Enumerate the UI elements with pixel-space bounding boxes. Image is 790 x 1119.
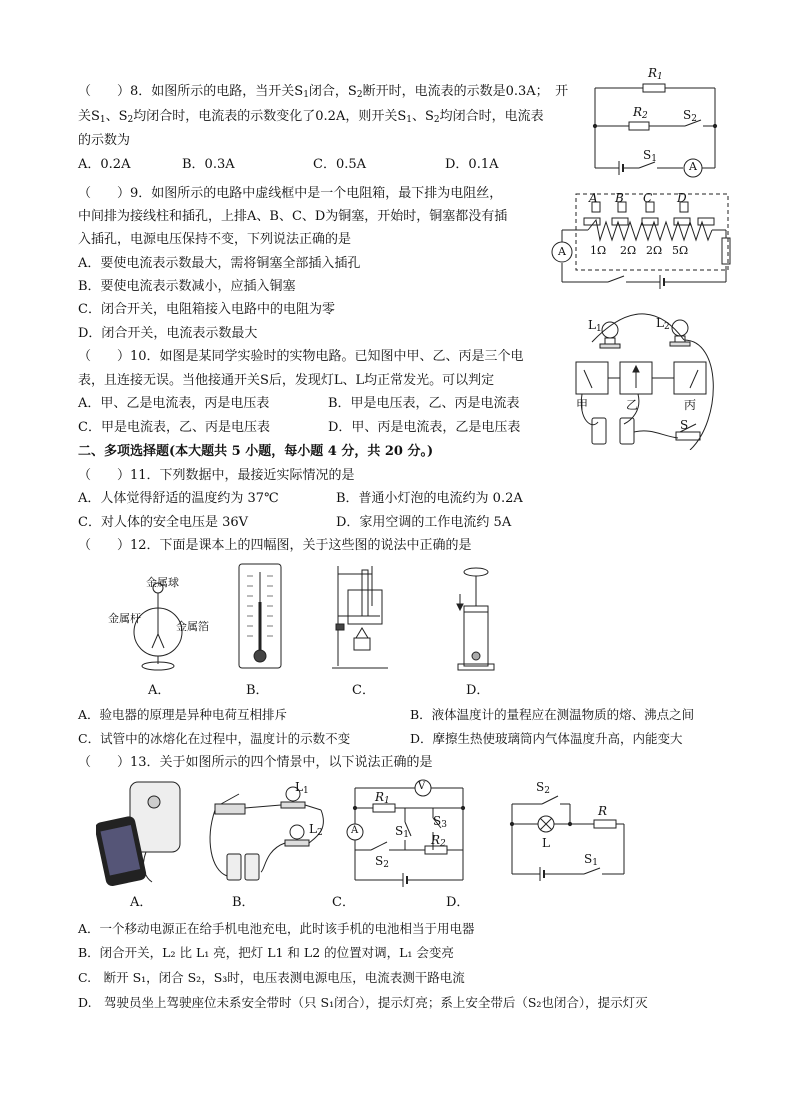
q11-line-1: （ ）11．下列数据中，最接近实际情况的是 [78, 468, 355, 483]
q13-caption-c: C． [332, 895, 355, 910]
q12-caption-d: D． [466, 683, 490, 698]
q9-line-3: 入插孔，电源电压保持不变，下列说法正确的是 [78, 232, 352, 247]
q8-line-1: （ ）8．如图所示的电路，当开关$S_1$闭合，$S_2$断开时，电流表的示数是0.3A； 开 [78, 84, 569, 100]
q13-figure-meter-circuit [345, 778, 471, 888]
q12-figure-ice-melting [332, 562, 392, 674]
q8-label-s2: $S_2$ [683, 108, 697, 124]
q13-option-a: A．一个移动电源正在给手机电池充电，此时该手机的电池相当于用电器 [78, 921, 475, 936]
q13-figure-seatbelt-circuit [500, 778, 632, 888]
q12-figure-thermometer [235, 562, 285, 672]
q10-option-c: C．甲是电流表，乙、丙是电压表 [78, 420, 270, 435]
q13-line-1: （ ）13．关于如图所示的四个情景中，以下说法正确的是 [78, 755, 433, 770]
q9-line-2: 中间排为接线柱和插孔，上排A、B、C、D为铜塞，开始时，铜塞都没有插 [78, 209, 508, 224]
q8-circuit-figure [585, 60, 725, 182]
q12-figure-electroscope [108, 574, 218, 674]
q8-line-3: 的示数为 [78, 133, 131, 148]
q13-label-lamp: L [542, 836, 550, 850]
q8-label-r1: $R_1$ [648, 66, 663, 82]
q8-ammeter: A [689, 160, 697, 173]
q10-label-switch: S [680, 418, 689, 432]
q13-caption-d: D． [446, 895, 470, 910]
q10-line-2: 表，且连接无误。当他接通开关S后，发现灯L、L均正常发光。可以判定 [78, 373, 495, 388]
q10-label-meter-yi: 乙 [626, 398, 639, 412]
q11-option-d: D．家用空调的工作电流约 5A [336, 515, 512, 530]
q9-plug-d: D [677, 191, 687, 205]
q13-option-d: D. 驾驶员坐上驾驶座位未系安全带时（只 S₁闭合），提示灯亮；系上安全带后（S₂也闭合），提示灯灭 [78, 995, 648, 1010]
q13-label-r2: $R_2$ [431, 833, 446, 849]
q9-plug-a: A [589, 191, 598, 205]
q9-ohm-2: 2Ω [620, 244, 637, 257]
q8-option-c: C．0.5A [313, 157, 367, 172]
q8-line-2: 关$S_1$、$S_2$均闭合时，电流表的示数变化了0.2A，则开关$S_1$、$S_2$均闭合时，电流表 [78, 109, 544, 125]
q8-option-d: D．0.1A [445, 157, 499, 172]
q12-line-1: （ ）12．下面是课本上的四幅图，关于这些图的说法中正确的是 [78, 538, 472, 553]
q10-physical-circuit-figure [572, 300, 732, 450]
q13-caption-b: B． [232, 895, 255, 910]
q9-plug-c: C [643, 191, 653, 205]
q13-label-r1: $R_1$ [375, 790, 390, 806]
q12-option-d: D．摩擦生热使玻璃筒内气体温度升高，内能变大 [410, 731, 683, 746]
q11-option-b: B．普通小灯泡的电流约为 0.2A [336, 491, 523, 506]
q12-option-b: B．液体温度计的量程应在测温物质的熔、沸点之间 [410, 707, 695, 722]
q12-figure-glass-cylinder [450, 566, 498, 674]
q12-option-c: C．试管中的冰熔化在过程中，温度计的示数不变 [78, 731, 351, 746]
q13-label-l2: $L_2$ [309, 822, 323, 838]
q9-plug-b: B [615, 191, 624, 205]
q13-label-s2-d: $S_2$ [536, 780, 550, 796]
q11-option-a: A．人体觉得舒适的温度约为 37℃ [78, 491, 279, 506]
q13-figure-power-bank [96, 778, 186, 888]
q9-ammeter: A [558, 245, 566, 258]
q9-option-c: C．闭合开关，电阻箱接入电路中的电阻为零 [78, 302, 335, 317]
q10-option-d: D．甲、丙是电流表，乙是电压表 [328, 420, 521, 435]
q9-ohm-1: 1Ω [590, 244, 607, 257]
section-2-heading: 二、多项选择题(本大题共 5 小题，每小题 4 分，共 20 分。) [78, 444, 434, 459]
q9-ohm-4: 5Ω [672, 244, 689, 257]
q12-label-metal-rod: 金属杆 [108, 612, 141, 625]
q13-label-s2: $S_2$ [375, 854, 389, 870]
q13-label-r: R [598, 804, 608, 818]
q13-option-b: B．闭合开关，L₂ 比 L₁ 亮，把灯 L1 和 L2 的位置对调，L₁ 会变亮 [78, 945, 454, 960]
q9-option-b: B．要使电流表示数减小，应插入铜塞 [78, 279, 296, 294]
q10-label-l2: $L_2$ [656, 316, 670, 332]
q13-voltmeter: V [418, 781, 426, 792]
q10-label-meter-bing: 丙 [684, 398, 697, 412]
q13-label-s1-d: $S_1$ [584, 852, 598, 868]
q9-option-d: D．闭合开关，电流表示数最大 [78, 326, 258, 341]
q8-label-s1: $S_1$ [643, 148, 657, 164]
q12-caption-b: B． [246, 683, 269, 698]
q8-option-b: B．0.3A [182, 157, 235, 172]
q9-line-1: （ ）9．如图所示的电路中虚线框中是一个电阻箱，最下排为电阻丝， [78, 186, 503, 201]
q10-label-meter-jia: 甲 [576, 398, 589, 412]
q10-label-l1: $L_1$ [588, 318, 602, 334]
q11-option-c: C．对人体的安全电压是 36V [78, 515, 249, 530]
q10-line-1: （ ）10．如图是某同学实验时的实物电路。已知图中甲、乙、丙是三个电 [78, 349, 524, 364]
q9-ohm-3: 2Ω [646, 244, 663, 257]
q13-label-s3: $S_3$ [433, 814, 447, 830]
q9-resistance-box-figure [548, 188, 738, 298]
q10-option-b: B．甲是电压表，乙、丙是电流表 [328, 396, 520, 411]
q9-option-a: A．要使电流表示数最大，需将铜塞全部插入插孔 [78, 256, 361, 271]
q13-label-l1: $L_1$ [295, 780, 309, 796]
q13-option-c: C. 断开 S₁，闭合 S₂，S₃时，电压表测电源电压，电流表测干路电流 [78, 970, 465, 985]
q10-option-a: A．甲、乙是电流表，丙是电压表 [78, 396, 270, 411]
q12-label-metal-ball: 金属球 [146, 576, 179, 589]
q13-figure-two-bulb-circuit [205, 780, 335, 886]
q8-option-a: A．0.2A [78, 157, 131, 172]
q8-label-r2: $R_2$ [633, 105, 648, 121]
q13-caption-a: A． [130, 895, 153, 910]
q12-label-metal-foil: 金属箔 [176, 620, 209, 633]
q12-option-a: A．验电器的原理是异种电荷互相排斥 [78, 707, 288, 722]
q12-caption-c: C． [352, 683, 375, 698]
q13-label-s1: $S_1$ [395, 824, 409, 840]
q13-ammeter: A [351, 825, 359, 836]
q12-caption-a: A． [148, 683, 171, 698]
